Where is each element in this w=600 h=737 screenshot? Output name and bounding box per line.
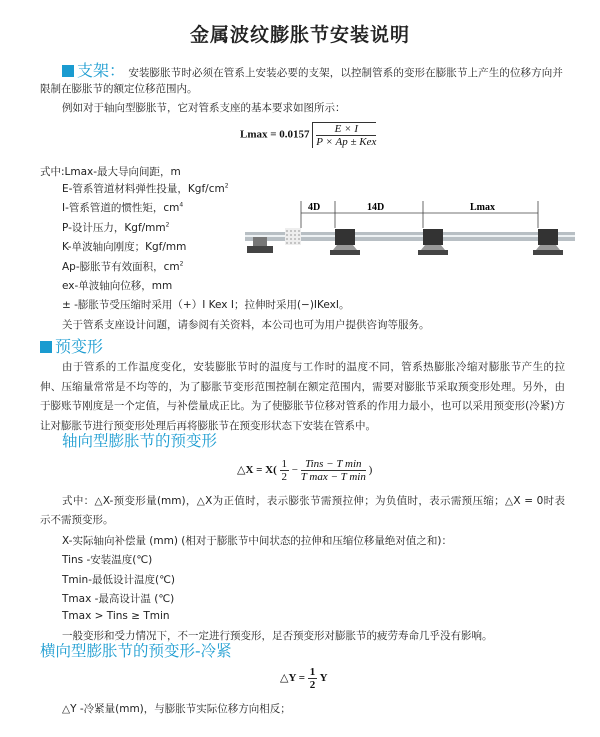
lateral-formula (280, 666, 328, 691)
axial-text-line: 式中：△X-预变形量(mm)，△X为正值时，表示膨张节需预拉伸；为负值时，表示需预压缩；△X = 0时表 (62, 495, 565, 507)
sqrt-sign (312, 122, 376, 148)
predeform-paragraph-line: 让对膨胀节进行预变形处理后再将膨胀节在预变形状态下安装在管系中。 (40, 419, 376, 432)
superscript: 2 (224, 182, 229, 190)
legend-text: ex-单波轴向位移，mm (62, 280, 173, 292)
legend-item (62, 181, 229, 196)
label-lmax: Lmax (470, 202, 495, 213)
formula-close: ) (368, 464, 373, 477)
superscript: 2 (165, 221, 170, 229)
lateral-line: △Y -冷紧量(mm)，与膨胀节实际位移方向相反； (62, 703, 291, 715)
predeform-paragraph-line: 伸、压缩量常常是不均等的，为了膨胀节变形范围控制在额定范围内，需要对膨胀节采取预变形处理。另外，由 (40, 380, 565, 393)
support-line-1: 安装膨胀节时必须在管系上安装必要的支架，以控制管系的变形在膨胀节上产生的位移方向并 (128, 67, 563, 79)
legend-text: P-设计压力，Kgf/mm (62, 221, 166, 234)
legend-intro: 式中:Lmax-最大导向间距，m (40, 166, 181, 178)
lateral-heading: 横向型膨胀节的预变形-冷紧 (40, 642, 232, 660)
lmax-formula (240, 122, 376, 148)
predeform-paragraph-line: 于膨账节刚度是一个定值，与补偿量成正比。为了使膨胀节位移对管系的作用力最小，也可以采用预变形(冷紧)方 (40, 400, 565, 412)
support-line-3: 例如对于轴向型膨胀节，它对管系支座的基本要求如图所示： (62, 102, 346, 114)
square-bullet-icon (40, 341, 52, 353)
axial-text-line: 一般变形和受力情况下，不一定进行预变形，足否预变形对膨胀节的疲劳寿命几乎没有影响。 (62, 630, 493, 642)
legend-item (62, 278, 172, 293)
half-denominator: 2 (281, 471, 288, 483)
support-line-2: 限制在膨胀节的额定位移范围内。 (40, 83, 198, 95)
formula-denominator: P × Ap ± Kex (316, 136, 377, 148)
legend-text: 关于管系支座设计问题，请参阅有关资料，本公司也可为用户提供咨询等服务。 (62, 318, 430, 331)
legend-text: Ap-膨胀节有效面积，cm (62, 260, 180, 273)
support-section-header (62, 58, 563, 81)
page-title: 金属波纹膨胀节安装说明 (189, 24, 410, 46)
legend-item (62, 220, 169, 235)
legend-item (62, 317, 430, 332)
axial-text-line: Tmax > Tins ≥ Tmin (62, 610, 170, 622)
formula-lhs: △Y = (280, 672, 306, 685)
formula-lhs: △X = X( (237, 464, 277, 477)
predeform-section-header (40, 334, 103, 357)
half-denominator: 2 (309, 679, 316, 691)
axial-text-line: Tmax -最高设计温 (℃) (62, 593, 175, 605)
legend-item (62, 297, 349, 312)
formula-rhs: Y (319, 672, 328, 685)
half-numerator: 1 (281, 458, 288, 470)
half-numerator: 1 (309, 666, 316, 678)
square-bullet-icon (62, 65, 74, 77)
legend-item (62, 200, 183, 215)
axial-formula (237, 458, 372, 483)
support-spacing-diagram (245, 192, 585, 262)
formula-numerator: E × I (316, 123, 376, 136)
formula-lhs: Lmax = 0.0157 (240, 128, 310, 141)
formula-numerator: Tins − T min (301, 458, 366, 471)
legend-text: K-单波轴向刚度；Kgf/mm (62, 241, 187, 254)
legend-item (62, 259, 183, 274)
axial-text-line: Tmin-最低设计温度(℃) (62, 574, 175, 586)
axial-text-line: 示不需预变形。 (40, 514, 114, 526)
legend-text: ± -膨胀节受压缩时采用（+）I Kex I；拉伸时采用(−)IKexI。 (62, 299, 350, 312)
legend-item (62, 239, 186, 254)
superscript: 2 (179, 260, 184, 268)
label-4d: 4D (308, 202, 321, 213)
predeform-paragraph-line: 由于管系的工作温度变化，安装膨胀节时的温度与工作时的温度不同，管系热膨胀冷缩对膨胀节产生的拉 (62, 361, 565, 373)
axial-text-line: Tins -安装温度(℃) (62, 554, 153, 566)
axial-text-line: X-实际轴向补偿量 (mm) (相对于膨胀节中间状态的拉伸和压缩位移量绝对值之和)： (62, 535, 452, 547)
superscript: 4 (179, 201, 184, 209)
legend-text: I-管系管道的惯性矩，cm (62, 202, 180, 215)
label-14d: 14D (367, 202, 385, 213)
legend-text: E-管系管道材料弹性投量，Kgf/cm (62, 183, 225, 195)
minus-sign: − (291, 464, 298, 477)
support-heading: 支架： (77, 61, 126, 80)
predeform-heading: 预变形 (55, 337, 104, 356)
formula-denominator: T max − T min (300, 471, 366, 483)
axial-heading: 轴向型膨胀节的预变形 (62, 432, 218, 450)
